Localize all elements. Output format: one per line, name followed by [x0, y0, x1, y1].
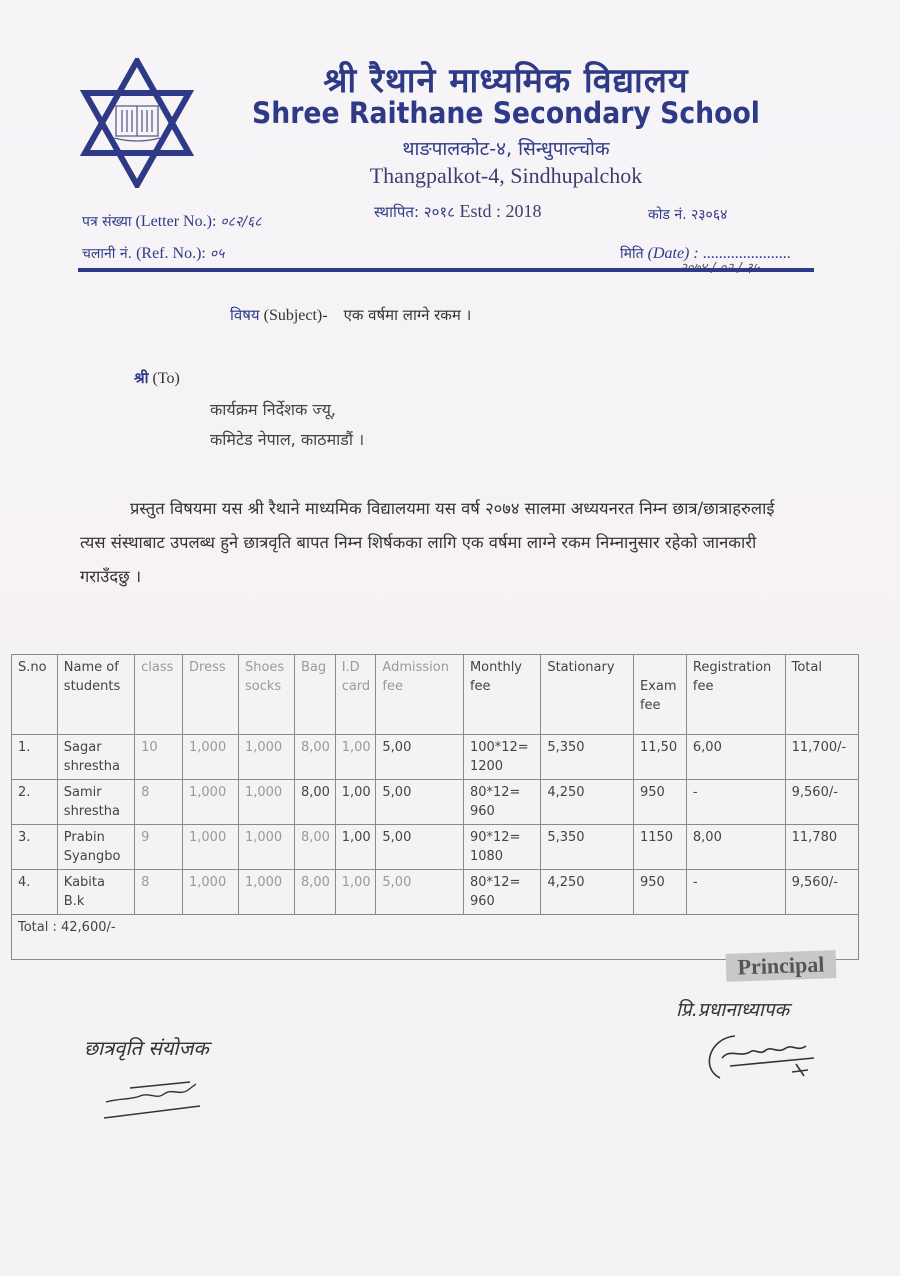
to-label: श्री (To)	[134, 369, 180, 387]
letter-number: पत्र संख्या (Letter No.): ०८२/६८	[82, 213, 262, 230]
table-row: 3. Prabin Syangbo 9 1,000 1,000 8,00 1,00 5,00 90*12= 1080 5,350 1150 8,00 11,780	[12, 825, 859, 870]
date-field: मिति (Date) : ......................	[620, 245, 791, 262]
header-shoes-socks: Shoes socks	[238, 655, 294, 735]
header-total: Total	[785, 655, 858, 735]
address-english: Thangpalkot-4, Sindhupalchok	[369, 163, 643, 188]
reference-number-value: ०५	[209, 246, 225, 262]
header-name: Name of students	[57, 655, 134, 735]
school-logo-icon	[76, 58, 198, 188]
table-row: 4. Kabita B.k 8 1,000 1,000 8,00 1,00 5,00 80*12= 960 4,250 950 - 9,560/-	[12, 870, 859, 915]
date-value	[680, 258, 759, 276]
principal-title: प्रि.प्रधानाध्यापक	[676, 999, 790, 1021]
principal-signature-icon	[700, 1028, 820, 1088]
header-exam-fee: Exam fee	[633, 655, 686, 735]
address-nepali: थाङपालकोट-४, सिन्धुपाल्चोक	[402, 138, 610, 160]
school-code: कोड नं. २३०६४	[648, 207, 728, 223]
header-class: class	[135, 655, 183, 735]
header-admission-fee: Admission fee	[376, 655, 464, 735]
recipient-line-2: कमिटेड नेपाल, काठमाडौं ।	[210, 430, 365, 449]
subject-text: एक वर्षमा लाग्ने रकम ।	[343, 306, 472, 324]
school-name-english: Shree Raithane Secondary School	[252, 96, 760, 130]
coordinator-signature-icon	[100, 1076, 210, 1126]
header-registration-fee: Registration fee	[686, 655, 785, 735]
header-id-card: I.D card	[335, 655, 376, 735]
reference-number: चलानी नं. (Ref. No.): ०५	[82, 245, 225, 262]
school-name-nepali: श्री रैथाने माध्यमिक विद्यालय	[323, 61, 689, 101]
established: स्थापित: २०१८ Estd : 2018	[374, 201, 542, 221]
header-bag: Bag	[294, 655, 335, 735]
principal-stamp: Principal	[726, 950, 837, 982]
coordinator-title: छात्रवृति संयोजक	[84, 1036, 209, 1060]
table-header-row	[12, 655, 859, 735]
table-row: 2. Samir shrestha 8 1,000 1,000 8,00 1,00 5,00 80*12= 960 4,250 950 - 9,560/-	[12, 780, 859, 825]
scholarship-cost-table	[11, 654, 859, 960]
header-sno: S.no	[12, 655, 58, 735]
body-paragraph: प्रस्तुत विषयमा यस श्री रैथाने माध्यमिक विद्यालयमा यस वर्ष २०७४ सालमा अध्ययनरत निम्न छात्र/छात्राहरुलाई त्यस संस्थाबाट उपलब्ध हुने छात्रवृति बापत निम्न शिर्षकका लागि एक वर्षमा लाग्ने रकम निम्नानुसार रहेको जानकारी गराउँदछु ।	[80, 499, 775, 586]
header-divider	[78, 268, 814, 272]
recipient-line-1: कार्यक्रम निर्देशक ज्यू,	[210, 400, 336, 419]
header-monthly-fee: Monthly fee	[463, 655, 540, 735]
letter-number-value: ०८२/६८	[220, 214, 262, 230]
header-stationary: Stationary	[541, 655, 634, 735]
header-dress: Dress	[183, 655, 239, 735]
subject-line: विषय (Subject)- एक वर्षमा लाग्ने रकम ।	[230, 306, 472, 324]
table-row: 1. Sagar shrestha 10 1,000 1,000 8,00 1,00 5,00 100*12= 1200 5,350 11,50 6,00 11,700/-	[12, 735, 859, 780]
grand-total: Total : 42,600/-	[12, 915, 859, 960]
